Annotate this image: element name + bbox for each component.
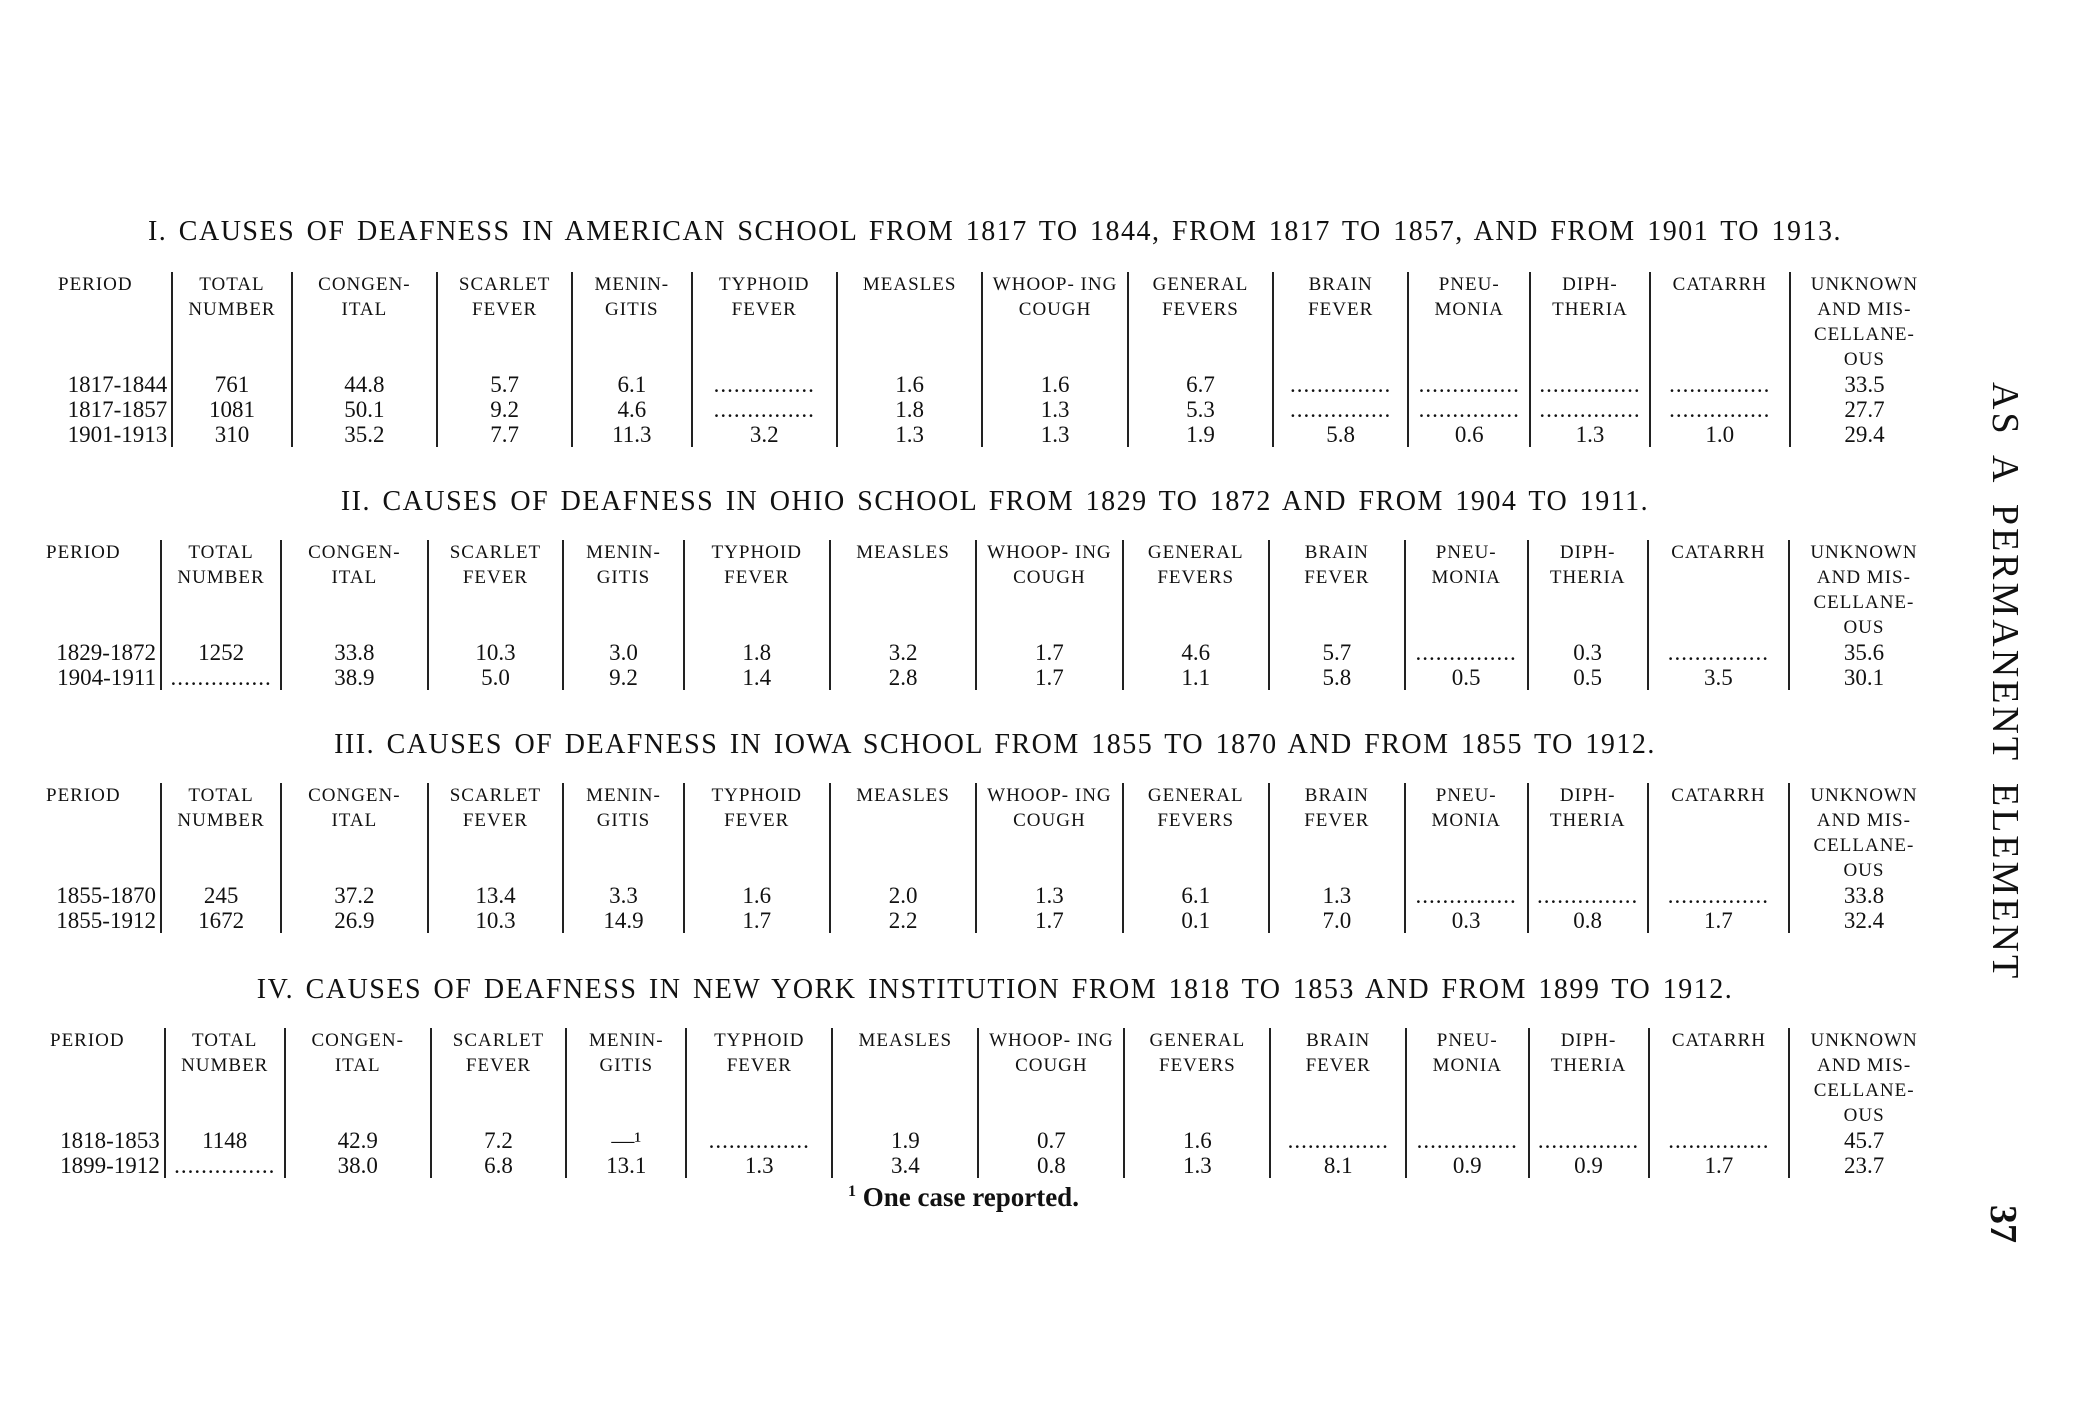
column-header-congenital: CONGEN- ITAL [292, 272, 437, 372]
column-header-catarrh: CATARRH [1650, 272, 1790, 372]
column-header-unknown: UNKNOWN AND MIS- CELLANE- OUS [1790, 272, 1938, 372]
column-header-pneumonia: PNEU- MONIA [1406, 1028, 1529, 1128]
table-row [46, 883, 1938, 908]
column-header-meningitis: MENIN- GITIS [563, 783, 683, 883]
cell-measles: 1.9 [832, 1128, 978, 1153]
cell-brain: 5.7 [1269, 640, 1405, 665]
cell-congenital: 35.2 [292, 422, 437, 447]
column-header-measles: MEASLES [830, 540, 976, 640]
table-title-iowa-school: III. CAUSES OF DEAFNESS IN IOWA SCHOOL FROM 1855 TO 1870 AND FROM 1855 TO 1912. [334, 729, 1656, 760]
cell-whooping: 1.7 [976, 908, 1122, 933]
cell-meningitis: 9.2 [563, 665, 683, 690]
new-york-institution-table [50, 1028, 1938, 1178]
cell-measles: 2.0 [830, 883, 976, 908]
cell-diphtheria: ............... [1530, 372, 1649, 397]
column-header-unknown: UNKNOWN AND MIS- CELLANE- OUS [1789, 1028, 1938, 1128]
header-row [58, 272, 1938, 372]
cell-congenital: 38.9 [281, 665, 427, 690]
footnote-text: One case reported. [862, 1182, 1079, 1212]
cell-unknown: 30.1 [1789, 665, 1938, 690]
cell-unknown: 33.8 [1789, 883, 1938, 908]
cell-brain: 7.0 [1269, 908, 1405, 933]
column-header-brain: BRAIN FEVER [1269, 783, 1405, 883]
column-header-measles: MEASLES [837, 272, 982, 372]
cell-typhoid: 1.8 [684, 640, 830, 665]
column-header-scarlet: SCARLET FEVER [428, 783, 564, 883]
cell-pneumonia: ............... [1406, 1128, 1529, 1153]
table-row [58, 422, 1938, 447]
cell-period: 1818-1853 [60, 1128, 160, 1153]
cell-pneumonia: 0.3 [1405, 908, 1528, 933]
cell-scarlet: 10.3 [428, 908, 564, 933]
column-header-measles: MEASLES [832, 1028, 978, 1128]
cell-total: 245 [161, 883, 281, 908]
cell-general: 1.1 [1123, 665, 1269, 690]
cell-measles: 2.8 [830, 665, 976, 690]
column-header-general: GENERAL FEVERS [1123, 540, 1269, 640]
cell-diphtheria: ............... [1528, 883, 1648, 908]
cell-unknown: 27.7 [1790, 397, 1938, 422]
cell-typhoid: ............... [686, 1128, 832, 1153]
cell-diphtheria: ............... [1529, 1128, 1649, 1153]
cell-general: 4.6 [1123, 640, 1269, 665]
cell-scarlet: 9.2 [437, 397, 572, 422]
column-header-diphtheria: DIPH- THERIA [1529, 1028, 1649, 1128]
column-header-period: PERIOD [46, 785, 121, 806]
cell-period: 1904-1911 [57, 665, 156, 690]
cell-whooping: 1.6 [982, 372, 1127, 397]
cell-general: 1.3 [1124, 1153, 1270, 1178]
american-school-table [58, 272, 1938, 447]
column-header-pneumonia: PNEU- MONIA [1408, 272, 1530, 372]
cell-scarlet: 5.0 [428, 665, 564, 690]
column-header-unknown: UNKNOWN AND MIS- CELLANE- OUS [1789, 783, 1938, 883]
column-header-diphtheria: DIPH- THERIA [1530, 272, 1649, 372]
cell-measles: 1.8 [837, 397, 982, 422]
cell-scarlet: 7.2 [431, 1128, 567, 1153]
column-header-period: PERIOD [50, 1030, 125, 1051]
cell-pneumonia: 0.5 [1405, 665, 1528, 690]
cell-catarrh: ............... [1650, 372, 1790, 397]
header-row [50, 1028, 1938, 1128]
footnote-mark: 1 [848, 1183, 856, 1200]
cell-brain: ............... [1270, 1128, 1406, 1153]
cell-period: 1899-1912 [60, 1153, 160, 1178]
cell-general: 5.3 [1128, 397, 1273, 422]
cell-total: 1081 [172, 397, 291, 422]
column-header-general: GENERAL FEVERS [1124, 1028, 1270, 1128]
cell-diphtheria: ............... [1530, 397, 1649, 422]
cell-pneumonia: 0.6 [1408, 422, 1530, 447]
cell-general: 6.1 [1123, 883, 1269, 908]
cell-whooping: 0.7 [978, 1128, 1124, 1153]
cell-whooping: 1.3 [982, 422, 1127, 447]
table-row [46, 640, 1938, 665]
cell-meningitis: 3.3 [563, 883, 683, 908]
cell-general: 1.9 [1128, 422, 1273, 447]
cell-total: ............... [165, 1153, 285, 1178]
cell-catarrh: ............... [1650, 397, 1790, 422]
column-header-whooping: WHOOP- ING COUGH [982, 272, 1127, 372]
page-number [1975, 1205, 2035, 1265]
cell-whooping: 1.7 [976, 640, 1122, 665]
cell-catarrh: 1.7 [1648, 908, 1789, 933]
table-row [50, 1128, 1938, 1153]
column-header-typhoid: TYPHOID FEVER [684, 540, 830, 640]
cell-unknown: 32.4 [1789, 908, 1938, 933]
cell-total: 1148 [165, 1128, 285, 1153]
cell-typhoid: 1.4 [684, 665, 830, 690]
cell-catarrh: ............... [1648, 640, 1789, 665]
column-header-total: TOTAL NUMBER [161, 540, 281, 640]
column-header-catarrh: CATARRH [1649, 1028, 1790, 1128]
ohio-school-table [46, 540, 1938, 690]
cell-whooping: 1.7 [976, 665, 1122, 690]
cell-period: 1901-1913 [67, 422, 168, 447]
table-row [46, 665, 1938, 690]
cell-meningitis: 4.6 [572, 397, 691, 422]
column-header-meningitis: MENIN- GITIS [566, 1028, 686, 1128]
column-header-pneumonia: PNEU- MONIA [1405, 540, 1528, 640]
column-header-scarlet: SCARLET FEVER [428, 540, 564, 640]
cell-congenital: 37.2 [281, 883, 427, 908]
cell-period: 1855-1912 [56, 908, 156, 933]
cell-unknown: 35.6 [1789, 640, 1938, 665]
cell-meningitis: 3.0 [563, 640, 683, 665]
cell-unknown: 29.4 [1790, 422, 1938, 447]
column-header-general: GENERAL FEVERS [1123, 783, 1269, 883]
cell-typhoid: ............... [692, 372, 837, 397]
cell-scarlet: 6.8 [431, 1153, 567, 1178]
cell-diphtheria: 0.8 [1528, 908, 1648, 933]
running-head [1975, 382, 2035, 1082]
cell-pneumonia: 0.9 [1406, 1153, 1529, 1178]
column-header-meningitis: MENIN- GITIS [563, 540, 683, 640]
cell-typhoid: 3.2 [692, 422, 837, 447]
column-header-catarrh: CATARRH [1648, 540, 1789, 640]
cell-typhoid: 1.7 [684, 908, 830, 933]
column-header-catarrh: CATARRH [1648, 783, 1789, 883]
table-title-new-york-institution: IV. CAUSES OF DEAFNESS IN NEW YORK INSTITUTION FROM 1818 TO 1853 AND FROM 1899 TO 1912. [256, 974, 1734, 1005]
cell-brain: 5.8 [1269, 665, 1405, 690]
cell-typhoid: 1.6 [684, 883, 830, 908]
cell-catarrh: 1.0 [1650, 422, 1790, 447]
cell-brain: 1.3 [1269, 883, 1405, 908]
cell-whooping: 1.3 [982, 397, 1127, 422]
cell-congenital: 26.9 [281, 908, 427, 933]
cell-pneumonia: ............... [1405, 640, 1528, 665]
cell-period: 1817-1844 [67, 372, 168, 397]
page-number-text: 37 [1982, 1205, 2024, 1243]
column-header-scarlet: SCARLET FEVER [431, 1028, 567, 1128]
cell-meningitis: 13.1 [566, 1153, 686, 1178]
cell-catarrh: 1.7 [1649, 1153, 1790, 1178]
cell-total: 761 [172, 372, 291, 397]
column-header-scarlet: SCARLET FEVER [437, 272, 572, 372]
cell-meningitis: —¹ [566, 1128, 686, 1153]
cell-catarrh: ............... [1648, 883, 1789, 908]
cell-typhoid: ............... [692, 397, 837, 422]
header-row [46, 783, 1938, 883]
cell-meningitis: 14.9 [563, 908, 683, 933]
column-header-period: PERIOD [58, 274, 133, 295]
cell-congenital: 44.8 [292, 372, 437, 397]
cell-whooping: 1.3 [976, 883, 1122, 908]
column-header-brain: BRAIN FEVER [1269, 540, 1405, 640]
cell-total: 1672 [161, 908, 281, 933]
cell-measles: 1.3 [837, 422, 982, 447]
cell-measles: 3.4 [832, 1153, 978, 1178]
column-header-congenital: CONGEN- ITAL [281, 783, 427, 883]
cell-period: 1829-1872 [56, 640, 156, 665]
cell-whooping: 0.8 [978, 1153, 1124, 1178]
column-header-typhoid: TYPHOID FEVER [692, 272, 837, 372]
table-row [46, 908, 1938, 933]
cell-catarrh: 3.5 [1648, 665, 1789, 690]
cell-congenital: 33.8 [281, 640, 427, 665]
footnote [848, 1182, 1079, 1213]
cell-period: 1817-1857 [67, 397, 168, 422]
cell-diphtheria: 1.3 [1530, 422, 1649, 447]
cell-measles: 3.2 [830, 640, 976, 665]
cell-unknown: 45.7 [1789, 1128, 1938, 1153]
cell-total: 1252 [161, 640, 281, 665]
iowa-school-table [46, 783, 1938, 933]
running-head-text: AS A PERMANENT ELEMENT [1984, 382, 2026, 982]
cell-diphtheria: 0.5 [1528, 665, 1648, 690]
table-row [58, 397, 1938, 422]
column-header-diphtheria: DIPH- THERIA [1528, 540, 1648, 640]
cell-brain: ............... [1273, 397, 1408, 422]
cell-scarlet: 5.7 [437, 372, 572, 397]
cell-pneumonia: ............... [1408, 397, 1530, 422]
cell-scarlet: 13.4 [428, 883, 564, 908]
cell-catarrh: ............... [1649, 1128, 1790, 1153]
column-header-whooping: WHOOP- ING COUGH [976, 783, 1122, 883]
cell-brain: 8.1 [1270, 1153, 1406, 1178]
cell-congenital: 50.1 [292, 397, 437, 422]
cell-total: ............... [161, 665, 281, 690]
column-header-diphtheria: DIPH- THERIA [1528, 783, 1648, 883]
cell-general: 1.6 [1124, 1128, 1270, 1153]
column-header-whooping: WHOOP- ING COUGH [978, 1028, 1124, 1128]
column-header-pneumonia: PNEU- MONIA [1405, 783, 1528, 883]
cell-diphtheria: 0.9 [1529, 1153, 1649, 1178]
table-row [50, 1153, 1938, 1178]
cell-meningitis: 6.1 [572, 372, 691, 397]
column-header-congenital: CONGEN- ITAL [281, 540, 427, 640]
cell-total: 310 [172, 422, 291, 447]
cell-brain: ............... [1273, 372, 1408, 397]
cell-pneumonia: ............... [1408, 372, 1530, 397]
header-row [46, 540, 1938, 640]
column-header-unknown: UNKNOWN AND MIS- CELLANE- OUS [1789, 540, 1938, 640]
column-header-total: TOTAL NUMBER [161, 783, 281, 883]
column-header-total: TOTAL NUMBER [165, 1028, 285, 1128]
table-title-american-school: I. CAUSES OF DEAFNESS IN AMERICAN SCHOOL FROM 1817 TO 1844, FROM 1817 TO 1857, AND FROM 1901 TO 1913. [147, 216, 1843, 247]
cell-measles: 1.6 [837, 372, 982, 397]
table-row [58, 372, 1938, 397]
cell-scarlet: 7.7 [437, 422, 572, 447]
column-header-typhoid: TYPHOID FEVER [684, 783, 830, 883]
column-header-general: GENERAL FEVERS [1128, 272, 1273, 372]
cell-brain: 5.8 [1273, 422, 1408, 447]
cell-general: 0.1 [1123, 908, 1269, 933]
cell-general: 6.7 [1128, 372, 1273, 397]
cell-scarlet: 10.3 [428, 640, 564, 665]
column-header-congenital: CONGEN- ITAL [285, 1028, 431, 1128]
column-header-brain: BRAIN FEVER [1270, 1028, 1406, 1128]
cell-diphtheria: 0.3 [1528, 640, 1648, 665]
column-header-measles: MEASLES [830, 783, 976, 883]
cell-period: 1855-1870 [56, 883, 156, 908]
cell-typhoid: 1.3 [686, 1153, 832, 1178]
cell-congenital: 42.9 [285, 1128, 431, 1153]
cell-measles: 2.2 [830, 908, 976, 933]
column-header-period: PERIOD [46, 542, 121, 563]
cell-unknown: 23.7 [1789, 1153, 1938, 1178]
column-header-typhoid: TYPHOID FEVER [686, 1028, 832, 1128]
cell-pneumonia: ............... [1405, 883, 1528, 908]
column-header-whooping: WHOOP- ING COUGH [976, 540, 1122, 640]
column-header-brain: BRAIN FEVER [1273, 272, 1408, 372]
cell-congenital: 38.0 [285, 1153, 431, 1178]
cell-meningitis: 11.3 [572, 422, 691, 447]
column-header-meningitis: MENIN- GITIS [572, 272, 691, 372]
column-header-total: TOTAL NUMBER [172, 272, 291, 372]
table-title-ohio-school: II. CAUSES OF DEAFNESS IN OHIO SCHOOL FROM 1829 TO 1872 AND FROM 1904 TO 1911. [340, 486, 1650, 517]
cell-unknown: 33.5 [1790, 372, 1938, 397]
